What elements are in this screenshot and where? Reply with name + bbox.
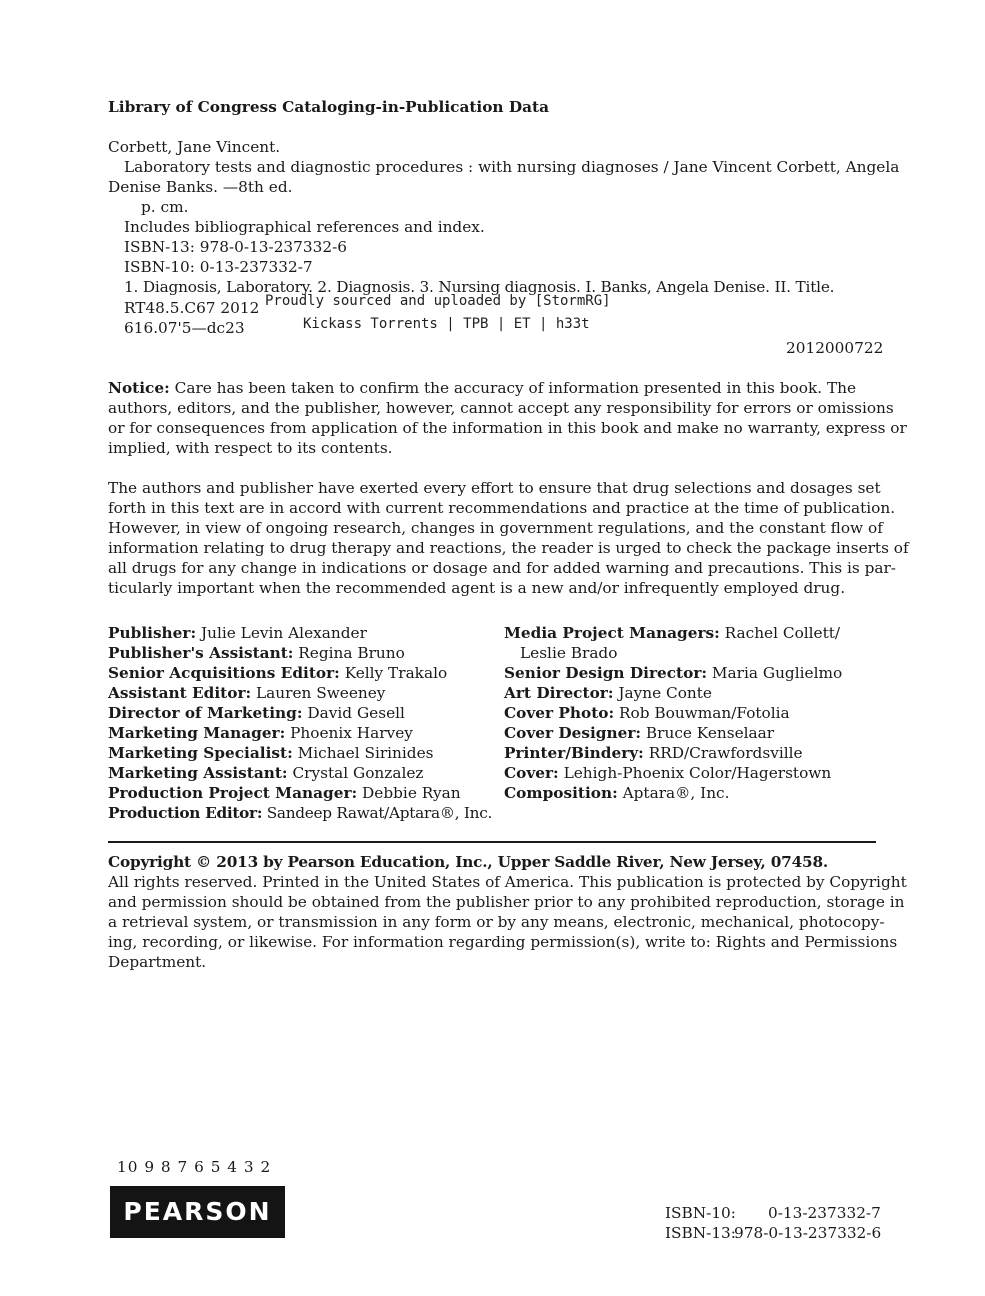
credit-row [108,623,492,643]
cip-record-number: 2012000722 [786,339,884,357]
credit-row [108,743,492,763]
credit-name: Jayne Conte [613,684,712,702]
credit-row [504,623,842,643]
credit-role: Assistant Editor: [108,684,252,702]
credit-name: Julie Levin Alexander [196,624,367,642]
watermark-line-1: Proudly sourced and uploaded by [StormRG] [265,293,611,309]
cip-notes: Includes bibliographical references and index. [124,218,485,236]
credit-role: Marketing Assistant: [108,764,288,782]
credits-right [504,623,842,803]
copyright-line: and permission should be obtained from the publisher prior to any prohibited reproduction, storage in [108,893,905,911]
copyright-block [108,852,907,972]
credit-role: Cover Designer: [504,724,642,742]
credit-role: Production Editor: [108,804,263,822]
credit-row [108,683,492,703]
credit-role: Marketing Manager: [108,724,286,742]
isbn10-label: ISBN-10: [665,1204,736,1222]
credit-name: Kelly Trakalo [339,664,448,682]
credit-role: Art Director: [504,684,614,702]
credit-row [108,643,492,663]
notice-label: Notice: [108,379,170,397]
cip-title-line: Laboratory tests and diagnostic procedures : with nursing diagnoses / Jane Vincent Corbett, Angela [124,158,900,176]
credit-role: Media Project Managers: [504,624,720,642]
credit-name: RRD/Crawfordsville [643,744,803,762]
copyright-line: Department. [108,953,207,971]
notice-line: Care has been taken to confirm the accuracy of information presented in this book. The [169,379,857,397]
credit-role: Production Project Manager: [108,784,358,802]
drug-line: ticularly important when the recommended agent is a new and/or infrequently employed drug. [108,579,846,597]
isbn13-value: 978-0-13-237332-6 [734,1224,882,1242]
cip-call-number: RT48.5.C67 2012 [124,299,260,317]
credit-name: Lehigh-Phoenix Color/Hagerstown [558,764,832,782]
credits-left [108,623,492,823]
copyright-line: a retrieval system, or transmission in any form or by any means, electronic, mechanical, photocopy- [108,913,885,931]
credit-row [504,703,842,723]
credit-name: Crystal Gonzalez [287,764,424,782]
credit-row [504,643,842,663]
credit-row [504,723,842,743]
credit-name: Bruce Kenselaar [641,724,775,742]
credit-row [504,663,842,683]
cip-subjects: 1. Diagnosis, Laboratory. 2. Diagnosis. 3. Nursing diagnosis. I. Banks, Angela Denise. II. Title. [124,278,835,296]
notice-line: implied, with respect to its contents. [108,439,393,457]
drug-line: all drugs for any change in indications or dosage and for added warning and precautions. This is par- [108,559,896,577]
credit-name: Leslie Brado [520,644,618,662]
credit-name: Sandeep Rawat/Aptara®, Inc. [262,804,493,822]
credit-name: Maria Guglielmo [707,664,843,682]
credit-role: Senior Acquisitions Editor: [108,664,340,682]
cip-title-line-cont: Denise Banks. —8th ed. [108,178,293,196]
cip-title: Library of Congress Cataloging-in-Publication Data [108,98,550,116]
isbn13-label: ISBN-13: [665,1224,736,1242]
notice-line: or for consequences from application of the information in this book and make no warranty, express or [108,419,907,437]
drug-line: The authors and publisher have exerted every effort to ensure that drug selections and dosages set [108,479,881,497]
notice-paragraph [108,378,907,458]
credit-row [108,723,492,743]
credit-role: Cover: [504,764,559,782]
print-line: 10 9 8 7 6 5 4 3 2 [117,1158,272,1176]
copyright-line: All rights reserved. Printed in the United States of America. This publication is protected by Copyright [108,873,907,891]
credit-name: Phoenix Harvey [285,724,413,742]
credit-role: Senior Design Director: [504,664,708,682]
credit-role: Director of Marketing: [108,704,303,722]
credit-name: Debbie Ryan [357,784,461,802]
credit-role: Publisher: [108,624,197,642]
credit-row [504,783,842,803]
credit-name: David Gesell [302,704,405,722]
credit-role: Composition: [504,784,618,802]
credit-role: Publisher's Assistant: [108,644,294,662]
credit-name: Michael Sirinides [292,744,434,762]
notice-line: authors, editors, and the publisher, however, cannot accept any responsibility for errors or omissions [108,399,894,417]
cip-pages: p. cm. [141,198,189,216]
credit-name: Rachel Collett/ [719,624,841,642]
credit-row [108,763,492,783]
credit-row [108,803,492,823]
copyright-line: ing, recording, or likewise. For information regarding permission(s), write to: Rights and Permissions [108,933,898,951]
credit-row [108,663,492,683]
drug-line: information relating to drug therapy and reactions, the reader is urged to check the package inserts of [108,539,909,557]
cip-author: Corbett, Jane Vincent. [108,138,281,156]
drug-line: However, in view of ongoing research, changes in government regulations, and the constant flow of [108,519,883,537]
pearson-logo: PEARSON [110,1186,285,1238]
cip-isbn13: ISBN-13: 978-0-13-237332-6 [124,238,347,256]
cip-isbn10: ISBN-10: 0-13-237332-7 [124,258,313,276]
isbn10-value: 0-13-237332-7 [768,1204,881,1222]
cip-dewey: 616.07'5—dc23 [124,319,245,337]
credit-name: Lauren Sweeney [251,684,386,702]
credit-row [504,763,842,783]
credit-name: Rob Bouwman/Fotolia [614,704,790,722]
credit-row [504,683,842,703]
drug-line: forth in this text are in accord with current recommendations and practice at the time of publication. [108,499,896,517]
credit-row [108,783,492,803]
credit-role: Marketing Specialist: [108,744,293,762]
credit-role: Printer/Bindery: [504,744,644,762]
copyright-heading: Copyright © 2013 by Pearson Education, Inc., Upper Saddle River, New Jersey, 07458. [108,853,829,871]
watermark-line-2: Kickass Torrents | TPB | ET | h33t [303,316,590,332]
drug-paragraph [108,478,909,598]
credit-name: Aptara®, Inc. [617,784,730,802]
credit-row [108,703,492,723]
credit-role: Cover Photo: [504,704,615,722]
credit-name: Regina Bruno [293,644,405,662]
divider-rule [108,841,876,843]
credit-row [504,743,842,763]
